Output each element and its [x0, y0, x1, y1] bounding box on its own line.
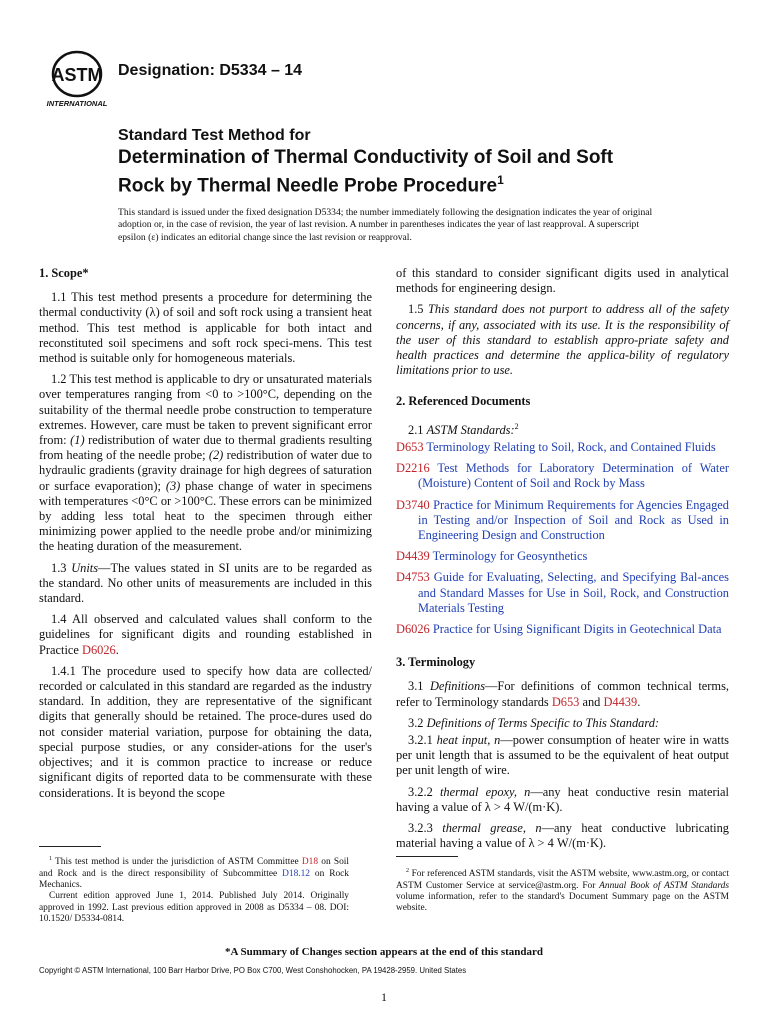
reference-list: [396, 440, 729, 637]
reference-item: [396, 498, 729, 544]
designation-dash: –: [270, 62, 285, 79]
p3-2-1-text: —power consumption of heater wire in watts per unit length that is assumed to be the equivalent of heat output per unit length of wire.: [396, 733, 729, 778]
reference-item: [396, 461, 729, 491]
footnote-1-mark: 1: [49, 856, 52, 862]
fn2-part-a: For referenced ASTM standards, visit the ASTM website, www.astm.org, or contact ASTM Customer Service at service@astm.org. For: [396, 869, 729, 891]
title-line-3: [118, 169, 678, 197]
footnote-2-text: [396, 866, 729, 915]
logo-subtext: INTERNATIONAL: [46, 99, 108, 108]
paragraph-3-2-3: [396, 821, 729, 851]
p3-2-3-number: 3.2.3: [408, 821, 443, 836]
footnote-rule-left: [39, 846, 101, 847]
paragraph-3-2: [396, 716, 729, 731]
document-title: [118, 126, 678, 197]
fn1-part-a: This test method is under the jurisdiction of ASTM Committee: [52, 857, 302, 868]
p3-1-number: 3.1: [408, 679, 430, 694]
p3-2-3-text: —any heat conductive lubricating material having a value of λ > 4 W/(m·K).: [396, 821, 729, 851]
ref-sub-prefix: 2.1: [408, 422, 427, 437]
p3-2-3-term: thermal grease, n: [442, 821, 542, 836]
reference-title-link[interactable]: Practice for Minimum Requirements for Agencies Engaged in Testing and/or Inspection of Soil and Rock as Used in Engineering Design and Construction: [418, 497, 729, 542]
issuance-notice: This standard is issued under the fixed designation D5334; the number immediately following the designation indicates the year of original adoption or, in the case of revision, the year of last revision. A number in parentheses indicates the year of last reapproval. A superscript epsilon (ε) indicates an editorial change since the last revision or reapproval.: [118, 207, 653, 243]
reference-code-link[interactable]: D6026: [396, 621, 430, 636]
reference-code-link[interactable]: D3740: [396, 497, 430, 512]
reference-title-link[interactable]: Test Methods for Laboratory Determination of Water (Moisture) Content of Soil and Rock by Mass: [418, 461, 729, 491]
p1-2-text: 1.2 This test method is applicable to dry or unsaturated materials over temperatures ranging from <0 to >100°C, depending on the suitability of the thermal needle probe construction to temperature extremes. However, care must be taken to prevent significant error from:: [39, 372, 372, 448]
p3-2-text: Definitions of Terms Specific to This Standard:: [426, 715, 660, 730]
terminology-heading: 3. Terminology: [396, 655, 476, 670]
p3-1-text: —For definitions of common technical terms, refer to Terminology standards: [396, 679, 729, 709]
link-d18[interactable]: D18: [301, 857, 319, 868]
paragraph-1-4-1: 1.4.1 The procedure used to specify how data are collected/ recorded or calculated in this standard are regarded as the industry standard. In addition, they are representative of the significant digits that generally should be retained. The proce-dures used do not consider material variation, purpose for obtaining the data, special purpose studies, or any consider-ations for the user's objectives; and it is common practice to increase or reduce significant digits of reported data to be commensurate with these considerations. It is beyond the scope: [39, 663, 372, 800]
p3-2-2-text: —any heat conductive resin material having a value of λ > 4 W/(m·K).: [396, 784, 729, 814]
p1-5-number: 1.5: [408, 302, 429, 317]
ref-sub-label: ASTM Standards:: [426, 422, 515, 437]
left-column: [39, 266, 372, 807]
paragraph-1-2: [39, 372, 372, 554]
scope-heading: 1. Scope*: [39, 266, 89, 280]
right-column: [396, 266, 729, 857]
summary-of-changes-note: *A Summary of Changes section appears at the end of this standard: [224, 946, 544, 958]
reference-title-link[interactable]: Practice for Using Significant Digits in Geotechnical Data: [432, 621, 722, 636]
reference-code-link[interactable]: D4753: [396, 570, 430, 585]
paragraph-3-2-2: [396, 785, 729, 815]
reference-item: [396, 549, 729, 564]
paragraph-1-1: 1.1 This test method presents a procedure for determining the thermal conductivity (λ) of soil and soft rock using a transient heat method. This test method is applicable for both intact and reconstituted soil specimens and soft rock speci-mens. This test method is suitable only for homogeneous materials.: [39, 290, 372, 366]
p3-1-and: and: [579, 694, 604, 709]
copyright-line: Copyright © ASTM International, 100 Barr Harbor Drive, PO Box C700, West Conshohocken, PA 19428-2959. United States: [39, 966, 467, 975]
p1-2-text-2: redistribution of water due to thermal gradients resulting from heating of the needle probe;: [39, 433, 372, 463]
p3-2-2-term: thermal epoxy, n: [439, 784, 531, 799]
reference-item: [396, 440, 729, 455]
fn1-part-b: on Soil and Rock and is the direct responsibility of Subcommittee: [39, 857, 349, 879]
paragraph-3-2-1: [396, 733, 729, 779]
p1-3-term: Units: [71, 560, 99, 575]
p3-2-number: 3.2: [408, 715, 427, 730]
designation-label: Designation: D5334: [118, 62, 267, 79]
p1-3-text: —The values stated in SI units are to be regarded as the standard. No other units of measurements are included in this standard.: [39, 560, 372, 606]
title-line-2: Determination of Thermal Conductivity of Soil and Soft: [118, 147, 614, 168]
reference-item: [396, 622, 729, 637]
paragraph-1-4-1-continued: of this standard to consider significant digits used in analytical methods for engineering design.: [396, 266, 729, 296]
fn2-part-b: Annual Book of ASTM Standards: [599, 880, 729, 891]
p1-2-item-1: (1): [70, 433, 85, 448]
reference-code-link[interactable]: D653: [396, 439, 424, 454]
fn2-part-c: volume information, refer to the standard's Document Summary page on the ASTM website.: [396, 891, 729, 914]
p1-4-end: .: [115, 642, 119, 657]
astm-standards-label: [396, 419, 729, 438]
p1-4-text: 1.4 All observed and calculated values shall conform to the guidelines for significant digits and rounding established in Practice: [39, 612, 372, 657]
reference-title-link[interactable]: Guide for Evaluating, Selecting, and Specifying Bal-ances and Standard Masses for Use in Soil, Rock, and Construction Materials Testing: [418, 570, 729, 615]
p3-1-end: .: [637, 694, 641, 709]
logo-text: ASTM: [51, 65, 103, 85]
paragraph-1-5: [396, 302, 729, 378]
p1-2-item-2: (2): [208, 448, 224, 463]
p1-2-text-3: redistribution of water due to hydraulic gradients (gravity drainage for high degrees of saturation or surface evaporation);: [39, 448, 372, 493]
paragraph-1-4: [39, 612, 372, 658]
title-footnote-mark: 1: [497, 173, 504, 187]
link-d6026[interactable]: D6026: [82, 642, 116, 657]
references-heading: 2. Referenced Documents: [396, 394, 531, 409]
p1-2-item-3: (3): [165, 478, 181, 493]
link-d4439[interactable]: D4439: [603, 694, 638, 709]
footnote-1-history: Current edition approved June 1, 2014. Published July 2014. Originally approved in 1992. Last previous edition approved in 2008 as D5334 – 08. DOI: 10.1520/ D5334-0814.: [39, 891, 349, 925]
p1-3-number: 1.3: [51, 560, 72, 575]
reference-title-link[interactable]: Terminology Relating to Soil, Rock, and Contained Fluids: [426, 439, 716, 454]
link-d653[interactable]: D653: [551, 694, 580, 709]
reference-code-link[interactable]: D4439: [396, 549, 430, 564]
ref-sub-mark: 2: [514, 421, 519, 431]
paragraph-1-3: [39, 561, 372, 607]
footnote-2-mark: 2: [406, 868, 409, 874]
page-number: 1: [381, 990, 387, 1004]
footnote-1: [39, 854, 349, 926]
p1-2-text-4: phase change of water in specimens with temperatures <0°C or >100°C. These errors can be minimized by adding less total heat to the specimen through either minimizing power applied to the needle probe and/or minimizing the heating duration of the measurement.: [39, 478, 372, 554]
reference-item: [396, 570, 729, 616]
title-line-1: Standard Test Method for: [118, 127, 311, 144]
p3-2-1-term: heat input, n: [436, 733, 501, 747]
designation: [118, 62, 302, 80]
footnote-2: [396, 866, 729, 915]
p3-1-term: Definitions: [429, 679, 486, 694]
fn1-part-c: on Rock Mechanics.: [39, 868, 349, 890]
designation-year: 14: [284, 62, 303, 79]
p1-5-text: This standard does not purport to address all of the safety concerns, if any, associated with its use. It is the responsibility of the user of this standard to establish appro-priate safety and health practices and determine the applica-bility of regulatory limitations prior to use.: [396, 302, 729, 378]
title-line-3-text: Rock by Thermal Needle Probe Procedure: [118, 175, 498, 197]
reference-code-link[interactable]: D2216: [396, 461, 430, 476]
footnote-1-text: [39, 854, 349, 891]
link-d18-12[interactable]: D18.12: [282, 868, 310, 879]
footnote-rule-right: [396, 856, 458, 857]
astm-logo: [42, 50, 112, 110]
reference-title-link[interactable]: Terminology for Geosynthetics: [432, 549, 588, 564]
p3-2-1-number: 3.2.1: [408, 733, 437, 747]
paragraph-3-1: [396, 679, 729, 709]
p3-2-2-number: 3.2.2: [408, 784, 440, 799]
